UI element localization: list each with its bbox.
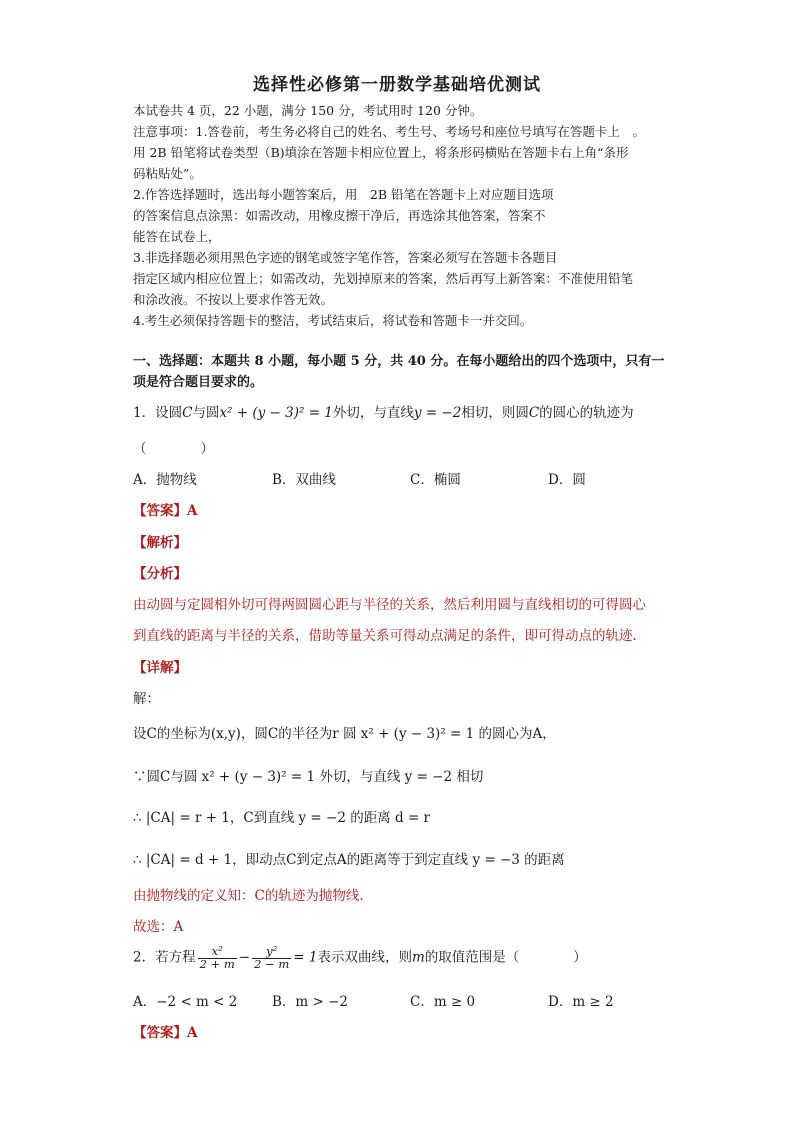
question-number: 1．设圆 xyxy=(133,405,183,421)
answer-label: 【答案】A xyxy=(133,1025,198,1041)
intro-line: 2.作答选择题时，选出每小题答案后，用 2B 铅笔在答题卡上对应题目选项 xyxy=(133,187,554,202)
intro-line: 和涂改液。不按以上要求作答无效。 xyxy=(133,292,334,307)
intro-line: 的答案信息点涂黑：如需改动，用橡皮擦干净后，再选涂其他答案，答案不 xyxy=(133,208,546,223)
text-span: 表示双曲线，则 xyxy=(317,949,412,966)
text-span: 相切，则圆 xyxy=(461,405,529,421)
option-b: B．m > −2 xyxy=(272,994,349,1010)
fraction-denominator: 2 − m xyxy=(254,956,290,971)
fraction-y xyxy=(252,946,291,970)
math-var: C xyxy=(182,405,193,421)
text-span: 与圆 xyxy=(192,405,220,421)
text-span: 的圆心的轨迹为 xyxy=(539,405,634,421)
circle-equation: x² + (y − 3)² = 1 xyxy=(219,405,333,421)
section-heading: 项是符合题目要求的。 xyxy=(133,375,264,390)
solution-conclusion: 由抛物线的定义知：C的轨迹为抛物线. xyxy=(133,888,364,904)
math-var: m xyxy=(411,949,425,966)
jiexi-label: 【解析】 xyxy=(133,535,187,551)
question-2-stem xyxy=(133,946,587,970)
solution-start: 解： xyxy=(133,691,160,707)
solution-choice: 故选：A xyxy=(133,919,184,935)
question-number: 2．若方程 xyxy=(133,949,196,966)
intro-line: 能答在试卷上， xyxy=(133,229,221,244)
intro-line: 指定区域内相应位置上；如需改动，先划掉原来的答案，然后再写上新答案：不准使用铅笔 xyxy=(133,271,634,286)
equation-tail: = 1 xyxy=(293,949,318,966)
intro-line: 码粘贴处”。 xyxy=(133,166,202,181)
solution-step: 设C的坐标为(x,y)，圆C的半径为r 圆 x² + (y − 3)² = 1 的圆心为A， xyxy=(133,726,556,742)
intro-line: 本试卷共 4 页，22 小题，满分 150 分，考试用时 120 分钟。 xyxy=(133,103,483,118)
option-d: D．圆 xyxy=(548,472,586,488)
solution-step: ∵圆C与圆 x² + (y − 3)² = 1 外切，与直线 y = −2 相切 xyxy=(133,769,484,785)
intro-line: 用 2B 铅笔将试卷类型（B)填涂在答题卡相应位置上，将条形码横贴在答题卡右上角“条形 xyxy=(133,145,629,160)
intro-line: 注意事项：1.答卷前，考生务必将自己的姓名、考生号、考场号和座位号填写在答题卡上 。 xyxy=(133,124,645,139)
intro-line: 3.非选择题必须用黑色字迹的钢笔或签字笔作答，答案必须写在答题卡各题目 xyxy=(133,250,558,265)
option-a: A．抛物线 xyxy=(133,472,197,488)
question-1-stem xyxy=(133,407,634,421)
fraction-numerator: x² xyxy=(198,946,237,959)
intro-line: 4.考生必须保持答题卡的整洁，考试结束后，将试卷和答题卡一并交回。 xyxy=(133,313,533,328)
option-c: C．m ≥ 0 xyxy=(410,994,476,1010)
answer-label: 【答案】A xyxy=(133,503,198,519)
option-c: C．椭圆 xyxy=(410,472,461,488)
text-span: 的取值范围是（ ） xyxy=(424,949,587,966)
math-var: C xyxy=(528,405,540,421)
section-heading: 一、选择题：本题共 8 小题，每小题 5 分，共 40 分。在每小题给出的四个选项中，只有一 xyxy=(133,354,665,369)
fenxi-label: 【分析】 xyxy=(133,566,187,582)
option-d: D．m ≥ 2 xyxy=(548,994,614,1010)
analysis-text: 由动圆与定圆相外切可得两圆圆心距与半径的关系，然后利用圆与直线相切的可得圆心 xyxy=(133,597,646,613)
option-b: B．双曲线 xyxy=(272,472,336,488)
solution-step: ∴ |CA| = r + 1，C到直线 y = −2 的距离 d = r xyxy=(133,810,430,826)
page-title: 选择性必修第一册数学基础培优测试 xyxy=(253,75,541,95)
fraction-x xyxy=(198,946,237,970)
fraction-denominator: 2 + m xyxy=(199,956,235,971)
minus-sign: − xyxy=(238,949,251,966)
answer-parentheses: （ ） xyxy=(133,441,214,457)
solution-step: ∴ |CA| = d + 1，即动点C到定点A的距离等于到定直线 y = −3 的距离 xyxy=(133,852,565,868)
text-span: 外切，与直线 xyxy=(332,405,414,421)
option-a: A．−2 < m < 2 xyxy=(133,994,238,1010)
xiangjie-label: 【详解】 xyxy=(133,660,187,676)
fraction-numerator: y² xyxy=(252,946,291,959)
line-equation: y = −2 xyxy=(413,405,462,421)
analysis-text: 到直线的距离与半径的关系，借助等量关系可得动点满足的条件，即可得动点的轨迹. xyxy=(133,628,637,644)
